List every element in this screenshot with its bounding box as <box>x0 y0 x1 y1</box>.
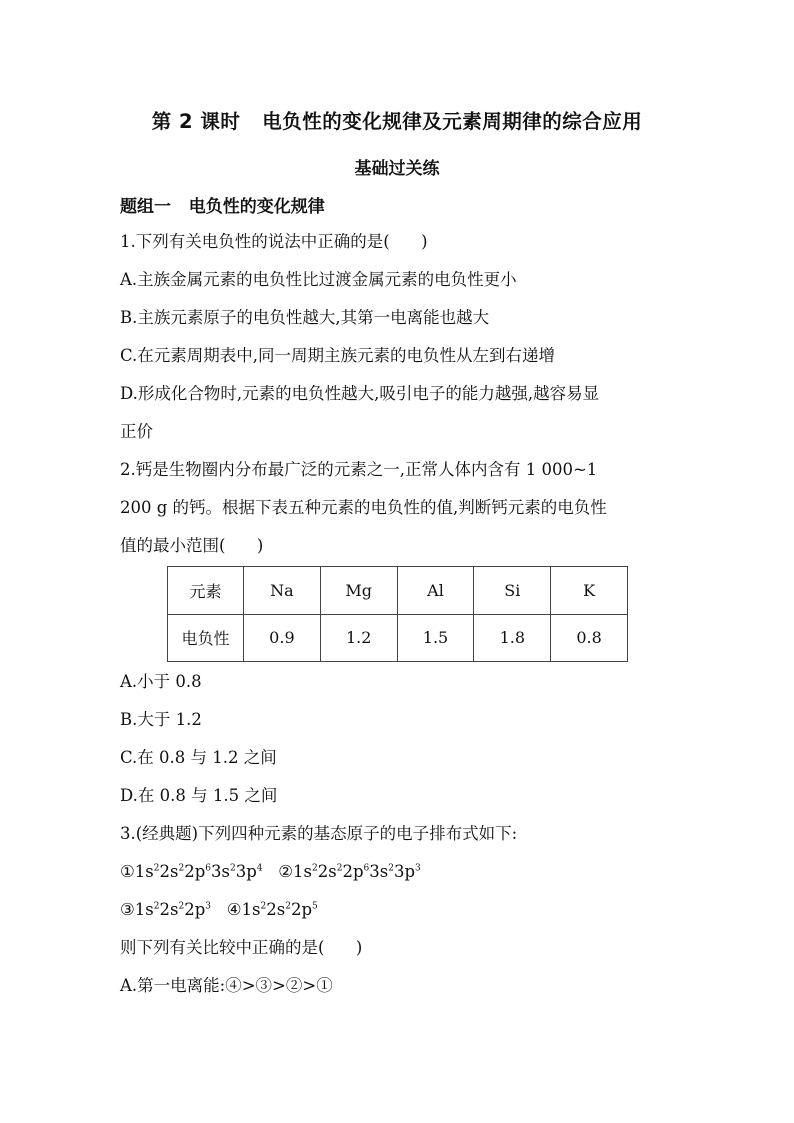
table-cell: Mg <box>320 567 397 615</box>
q3-stem: 3.(经典题)下列四种元素的基态原子的电子排布式如下: <box>120 824 518 843</box>
q2-option-d: D.在 0.8 与 1.5 之间 <box>120 786 278 805</box>
q2-stem-line1: 2.钙是生物圈内分布最广泛的元素之一,正常人体内含有 1 000~1 <box>120 460 598 479</box>
q1-stem: 1.下列有关电负性的说法中正确的是( ) <box>120 232 428 251</box>
section-subtitle: 基础过关练 <box>354 159 440 179</box>
electronegativity-table <box>167 566 628 662</box>
q1-option-b: B.主族元素原子的电负性越大,其第一电离能也越大 <box>120 308 490 327</box>
q2-option-b: B.大于 1.2 <box>120 710 202 729</box>
config-label-3: ③ <box>120 900 135 919</box>
q3-configs-line1: $①1s^22s^22p^63s^23p^4$ $②1s^22s^22p^63s^23p^3$ <box>120 862 421 881</box>
table-row <box>168 614 628 662</box>
config-label-1: ① <box>120 862 135 881</box>
table-cell: Al <box>397 567 474 615</box>
table-cell: 0.8 <box>551 614 628 662</box>
table-cell: 0.9 <box>244 614 321 662</box>
q2-stem-line2: 200 g 的钙。根据下表五种元素的电负性的值,判断钙元素的电负性 <box>120 498 607 517</box>
config-label-2: ② <box>278 862 294 881</box>
table-header-electronegativity: 电负性 <box>168 614 244 662</box>
q1-option-d-cont: 正价 <box>120 422 153 441</box>
table-row <box>168 567 628 615</box>
q2-option-c: C.在 0.8 与 1.2 之间 <box>120 748 277 767</box>
q3-configs-line2: $③1s^22s^22p^3$ $④1s^22s^22p^5$ <box>120 900 318 919</box>
q2-stem-line3: 值的最小范围( ) <box>120 536 264 555</box>
table-cell: 1.8 <box>474 614 551 662</box>
q1-option-c: C.在元素周期表中,同一周期主族元素的电负性从左到右递增 <box>120 346 556 365</box>
table-cell: Si <box>474 567 551 615</box>
lesson-title: 第 2 课时 电负性的变化规律及元素周期律的综合应用 <box>151 110 643 133</box>
table-header-element: 元素 <box>168 567 244 615</box>
table-cell: Na <box>244 567 321 615</box>
topic-group-heading: 题组一 电负性的变化规律 <box>120 197 325 217</box>
config-label-4: ④ <box>226 900 242 919</box>
table-cell: 1.5 <box>397 614 474 662</box>
q1-option-d: D.形成化合物时,元素的电负性越大,吸引电子的能力越强,越容易显 <box>120 384 600 403</box>
q1-option-a: A.主族金属元素的电负性比过渡金属元素的电负性更小 <box>120 270 517 289</box>
table-cell: 1.2 <box>320 614 397 662</box>
q3-option-a: A.第一电离能:④>③>②>① <box>120 976 333 995</box>
q3-ask: 则下列有关比较中正确的是( ) <box>120 938 363 957</box>
table-cell: K <box>551 567 628 615</box>
q2-option-a: A.小于 0.8 <box>120 672 202 691</box>
